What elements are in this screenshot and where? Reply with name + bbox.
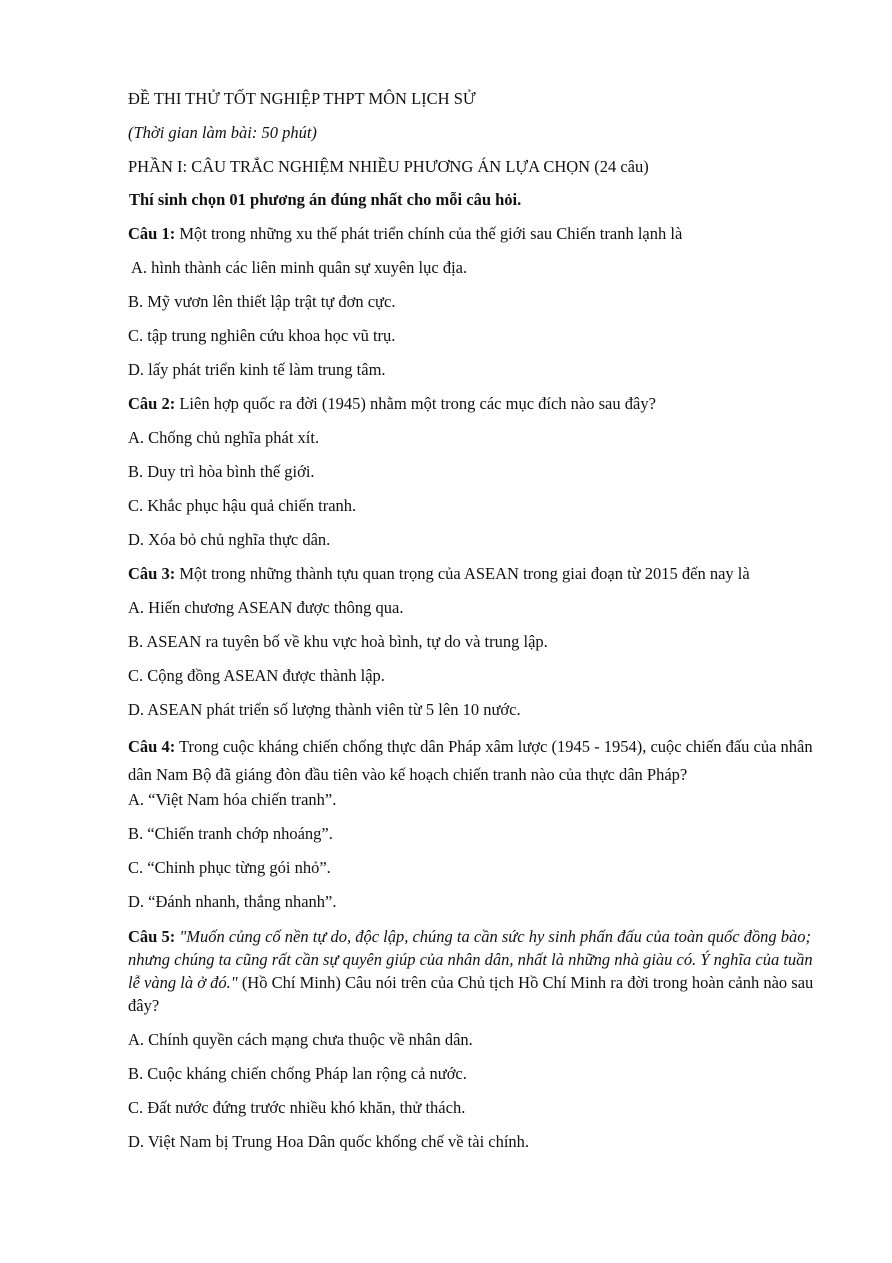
question-4-label: Câu 4: [128, 737, 176, 756]
question-5 [128, 925, 828, 1153]
question-4-option-d[interactable]: D. “Đánh nhanh, thắng nhanh”. [128, 892, 337, 911]
question-1-option-c[interactable]: C. tập trung nghiên cứu khoa học vũ trụ. [128, 326, 396, 345]
exam-duration: (Thời gian làm bài: 50 phút) [128, 123, 317, 142]
question-3-option-c[interactable]: C. Cộng đồng ASEAN được thành lập. [128, 666, 385, 685]
question-3-option-a[interactable]: A. Hiến chương ASEAN được thông qua. [128, 598, 404, 617]
exam-title: ĐỀ THI THỬ TỐT NGHIỆP THPT MÔN LỊCH SỬ [128, 89, 476, 108]
exam-page [128, 88, 828, 1165]
question-5-option-c[interactable]: C. Đất nước đứng trước nhiều khó khăn, thử thách. [128, 1098, 466, 1117]
instruction-text: Thí sinh chọn 01 phương án đúng nhất cho mỗi câu hỏi. [129, 190, 522, 209]
question-2-option-a[interactable]: A. Chống chủ nghĩa phát xít. [128, 428, 320, 447]
question-5-stem [128, 925, 818, 1017]
question-2-text: Liên hợp quốc ra đời (1945) nhằm một trong các mục đích nào sau đây? [175, 394, 656, 413]
question-2 [128, 393, 828, 551]
question-1-label: Câu 1: [128, 224, 176, 243]
question-5-option-d[interactable]: D. Việt Nam bị Trung Hoa Dân quốc khống chế về tài chính. [128, 1132, 530, 1151]
question-5-text: (Hồ Chí Minh) Câu nói trên của Chủ tịch Hồ Chí Minh ra đời trong hoàn cảnh nào sau đây? [128, 973, 814, 1015]
question-4-option-c[interactable]: C. “Chinh phục từng gói nhỏ”. [128, 858, 331, 877]
question-2-stem [128, 393, 828, 415]
question-1-option-a[interactable]: A. hình thành các liên minh quân sự xuyên lục địa. [131, 258, 468, 277]
question-3-option-d[interactable]: D. ASEAN phát triển số lượng thành viên từ 5 lên 10 nước. [128, 700, 521, 719]
question-4-option-a[interactable]: A. “Việt Nam hóa chiến tranh”. [128, 790, 337, 809]
section-heading: PHẦN I: CÂU TRẮC NGHIỆM NHIỀU PHƯƠNG ÁN LỰA CHỌN (24 câu) [128, 157, 649, 176]
question-5-quote: "Muốn củng cố nền tự do, độc lập, chúng ta cần sức hy sinh phấn đấu của toàn quốc đồng bào; nhưng chúng ta cũng rất cần sự quyên giúp của nhân dân, nhất là những nhà giàu có. Ý nghĩa của tuần lễ vàng là ở đó." [128, 927, 813, 992]
question-4-option-b[interactable]: B. “Chiến tranh chớp nhoáng”. [128, 824, 333, 843]
question-1-text: Một trong những xu thế phát triển chính của thế giới sau Chiến tranh lạnh là [175, 224, 683, 243]
question-3-option-b[interactable]: B. ASEAN ra tuyên bố về khu vực hoà bình, tự do và trung lập. [128, 632, 548, 651]
question-2-option-b[interactable]: B. Duy trì hòa bình thế giới. [128, 462, 315, 481]
question-5-option-b[interactable]: B. Cuộc kháng chiến chống Pháp lan rộng cả nước. [128, 1064, 467, 1083]
question-2-label: Câu 2: [128, 394, 176, 413]
question-5-option-a[interactable]: A. Chính quyền cách mạng chưa thuộc về nhân dân. [128, 1030, 473, 1049]
question-3 [128, 563, 828, 721]
question-5-label: Câu 5: [128, 927, 176, 946]
question-1-option-d[interactable]: D. lấy phát triển kinh tế làm trung tâm. [128, 360, 386, 379]
question-1-stem [128, 223, 828, 245]
question-2-option-c[interactable]: C. Khắc phục hậu quả chiến tranh. [128, 496, 357, 515]
question-1 [128, 223, 828, 381]
question-4 [128, 733, 828, 913]
question-3-stem [128, 563, 828, 585]
question-3-text: Một trong những thành tựu quan trọng của ASEAN trong giai đoạn từ 2015 đến nay là [175, 564, 750, 583]
question-4-stem [128, 733, 818, 789]
question-1-option-b[interactable]: B. Mỹ vươn lên thiết lập trật tự đơn cực. [128, 292, 396, 311]
question-4-text: Trong cuộc kháng chiến chống thực dân Pháp xâm lược (1945 - 1954), cuộc chiến đấu của nhân dân Nam Bộ đã giáng đòn đầu tiên vào kế hoạch chiến tranh nào của thực dân Pháp? [128, 737, 813, 784]
question-2-option-d[interactable]: D. Xóa bỏ chủ nghĩa thực dân. [128, 530, 331, 549]
question-3-label: Câu 3: [128, 564, 176, 583]
